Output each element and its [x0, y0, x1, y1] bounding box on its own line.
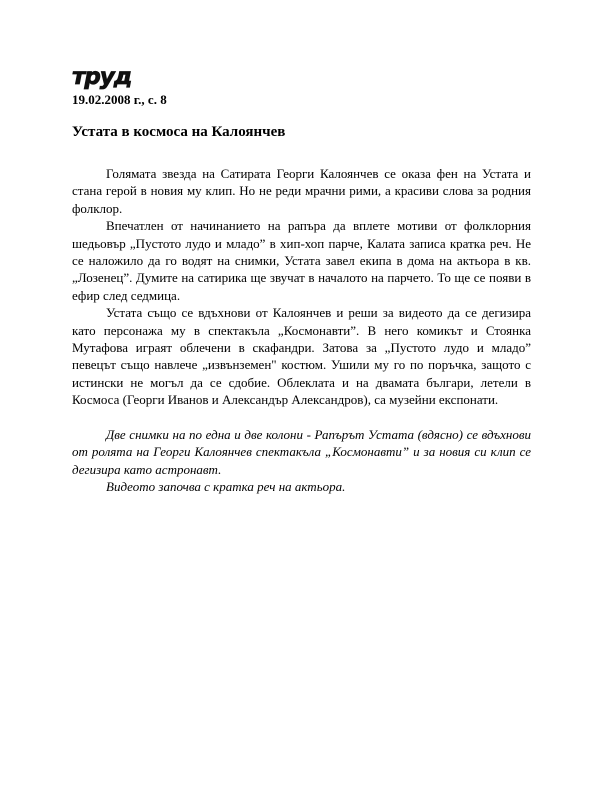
- article-paragraph: Впечатлен от начинанието на рапъра да вплете мотиви от фолклорния шедьовър „Пустото лудо и младо” в хип-хоп парче, Калата записа кратка реч. Не се наложило да го водят на снимки, Устата завел екипа в дома на актьора в кв. „Лозенец”. Думите на сатирика ще звучат в началото на парчето. То ще се появи в ефир след седмица.: [72, 218, 531, 303]
- document-page: [72, 62, 531, 495]
- photo-caption: Две снимки на по една и две колони - Рапърът Устата (вдясно) се вдъхнови от ролята на Георги Калоянчев спектакъла „Космонавти” и за новия си клип се дегизира като астронавт.: [72, 426, 531, 477]
- photo-captions: [72, 426, 531, 496]
- article-headline: Устата в космоса на Калоянчев: [72, 124, 286, 140]
- article-body: [72, 165, 531, 409]
- photo-caption: Видеото започва с кратка реч на актьора.: [106, 478, 346, 494]
- logo-text: труд: [72, 64, 132, 90]
- article-paragraph: Устата също се вдъхнови от Калоянчев и реши за видеото да се дегизира като персонажа му в спектакъла „Космонавти”. В него комикът и Стоянка Мутафова играят облечени в скафандри. Затова за „Пустото лудо и младо” певецът също навлече „извънземен" костюм. Ушили му го по поръчка, защото с истински не могъл да се сдобие. Облеклата и на двамата българи, летели в Космоса (Георги Иванов и Александър Александров), са музейни експонати.: [72, 305, 531, 408]
- issue-date: 19.02.2008 г., с. 8: [72, 92, 167, 107]
- article-paragraph: Голямата звезда на Сатирата Георги Калоянчев се оказа фен на Устата и стана герой в новия му клип. Но не реди мрачни рими, а красиви слова за родния фолклор.: [72, 166, 531, 216]
- trud-logo-icon: [72, 62, 136, 90]
